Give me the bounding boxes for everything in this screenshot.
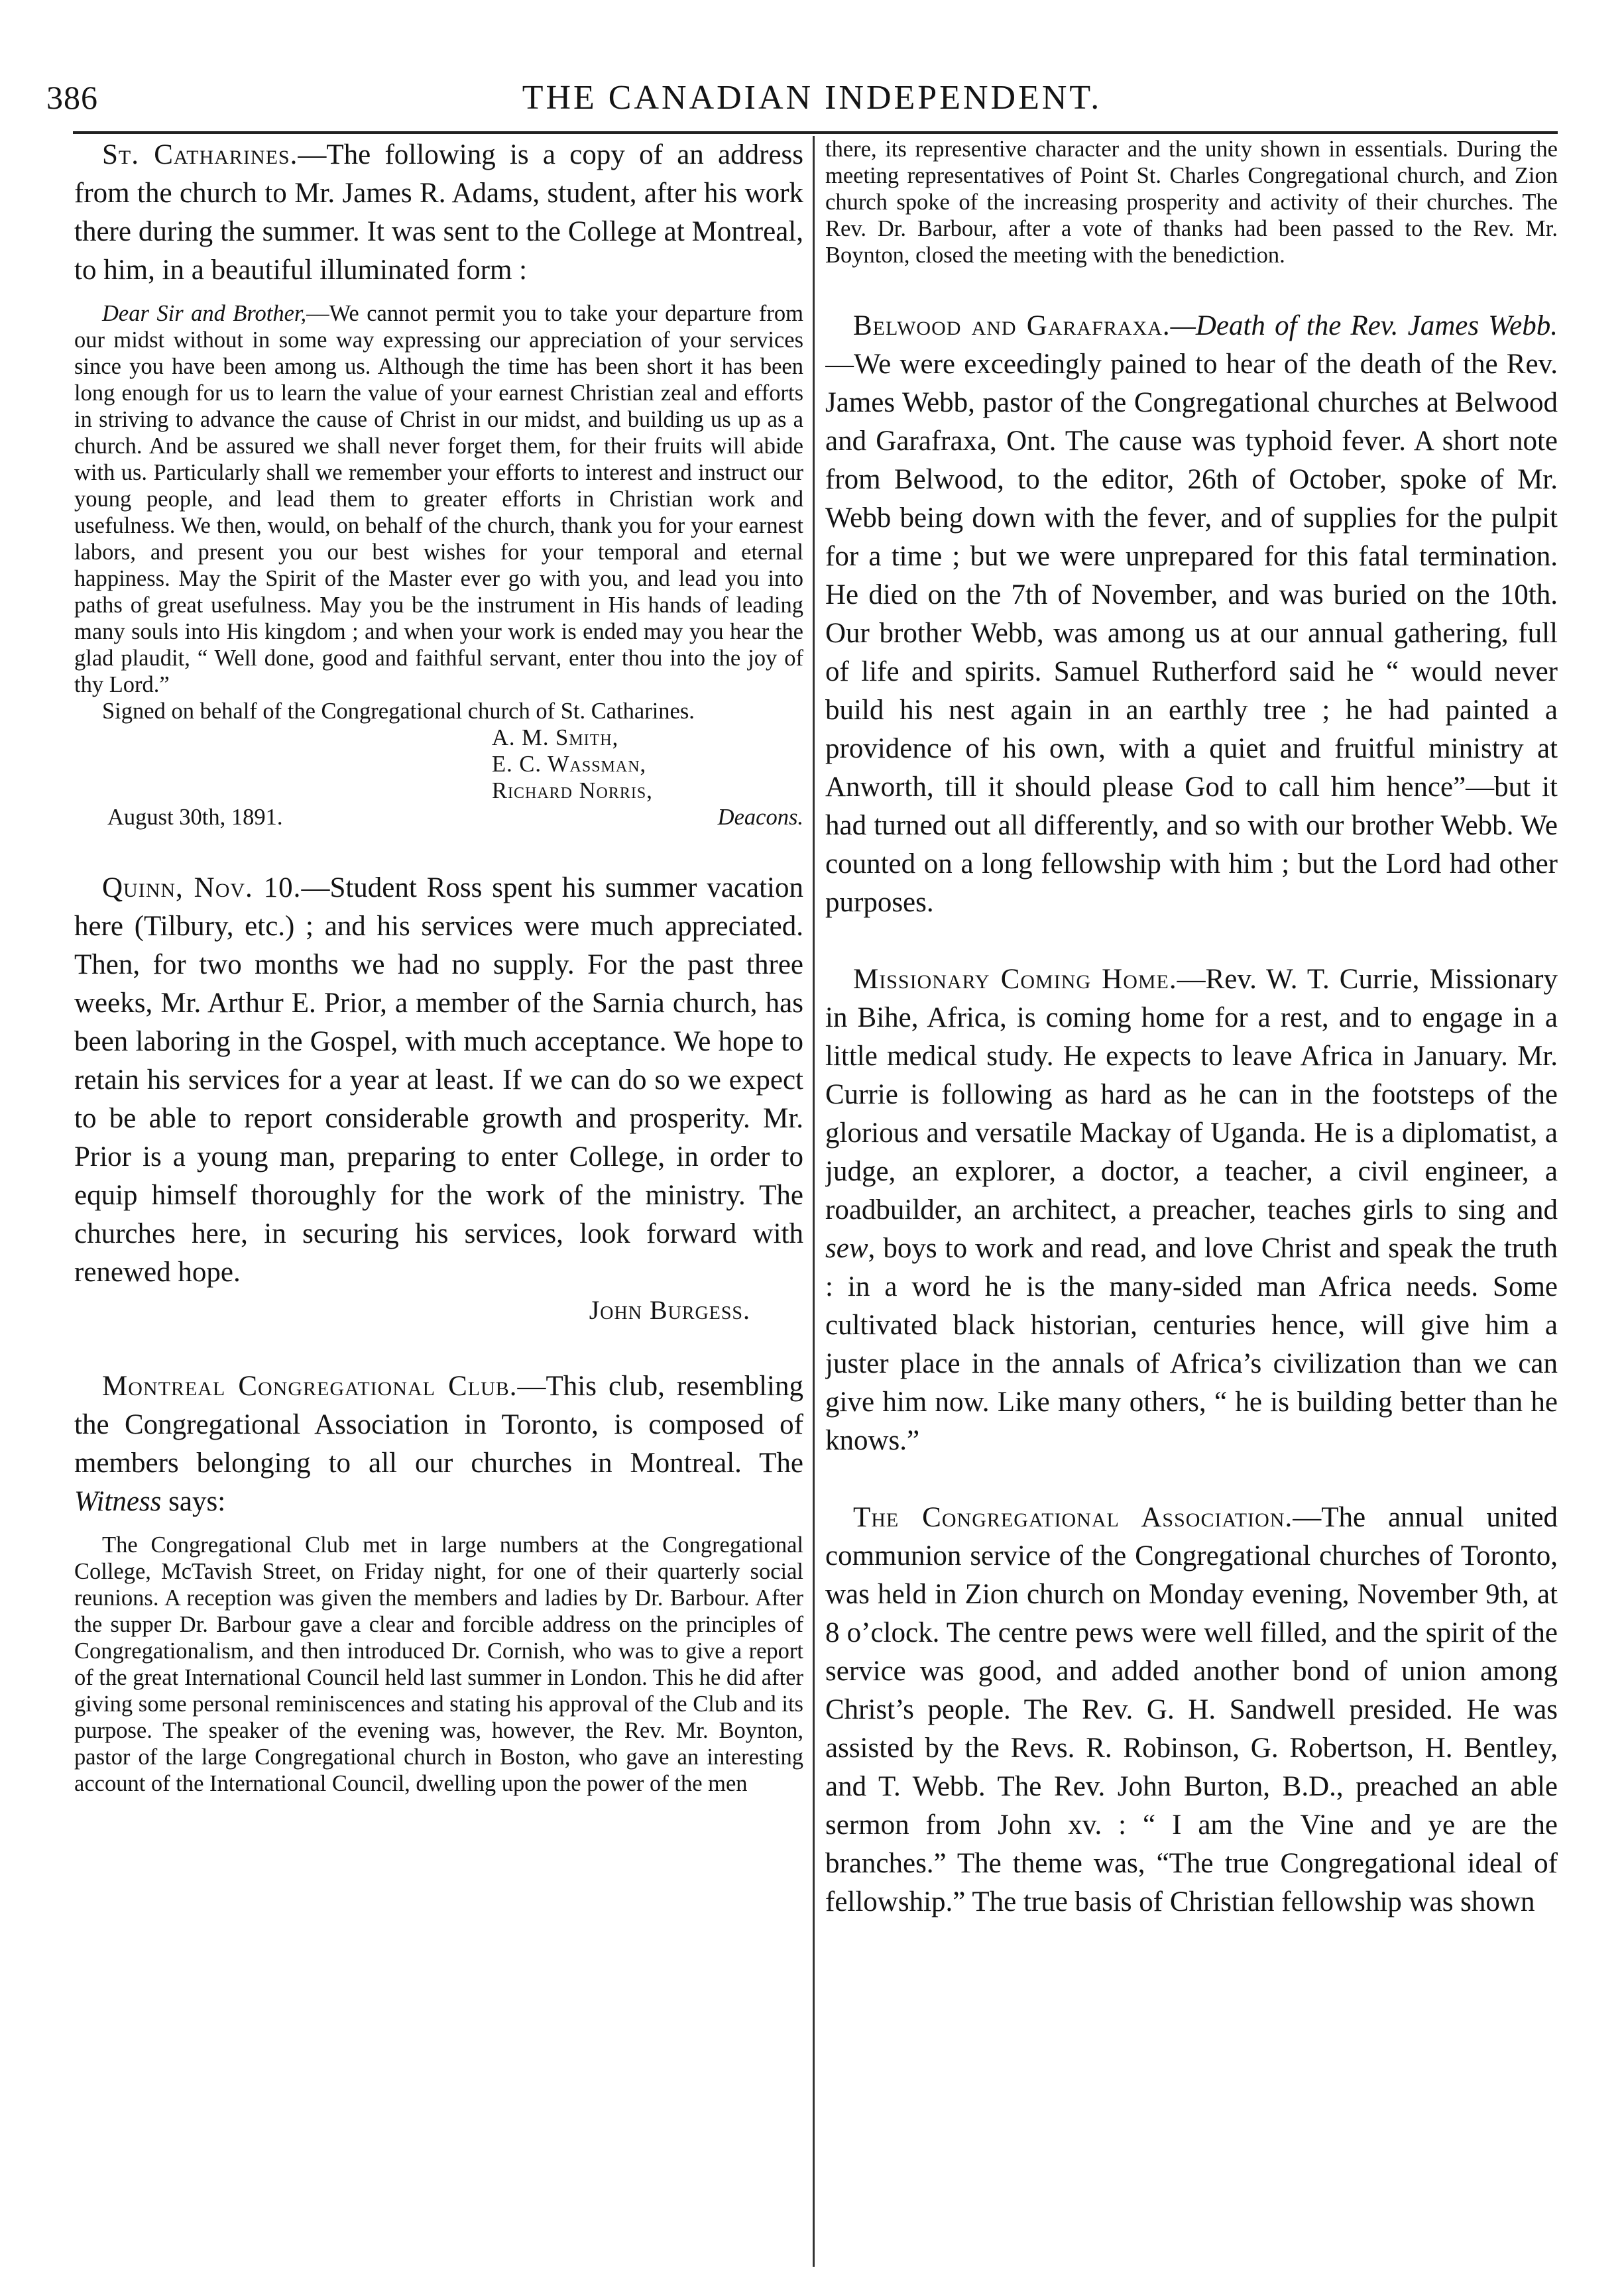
article-quinn [74, 869, 803, 1329]
journal-title: THE CANADIAN INDEPENDENT. [522, 79, 1102, 117]
article-belwood [825, 307, 1558, 922]
deacons-label: Deacons. [717, 805, 803, 830]
missionary-heading: Missionary Coming Home. [853, 964, 1177, 995]
association-body [825, 1499, 1558, 1921]
missionary-body [825, 960, 1558, 1460]
signatories [492, 724, 803, 804]
article-st-catharines [74, 136, 803, 830]
quinn-body [74, 869, 803, 1292]
signatory-smith: A. M. Smith, [492, 725, 619, 750]
signatory-norris: Richard Norris, [492, 778, 653, 803]
montreal-continuation: there, its representive character and the unity shown in essentials. During the meeting representatives of Point St. Charles Congregational church, and Zion church spoke of the increasing prosperity and activity of their churches. The Rev. Dr. Barbour, after a vote of thanks had been passed to the Rev. Mr. Boynton, closed the meeting with the benediction. [825, 137, 1558, 268]
signatory-wassman: E. C. Wassman, [492, 752, 647, 777]
st-catharines-heading: St. Catharines. [102, 139, 298, 170]
montreal-quote: The Congregational Club met in large numbers at the Congregational College, McTavish Street, on Friday night, for one of their quarterly social reunions. A reception was given the members and ladies by Dr. Barbour. After the supper Dr. Barbour gave a clear and forcible address on the principles of Congregationalism, and then introduced Dr. Cornish, who was to give a report of the great International Council held last summer in London. This he did after giving some personal reminiscences and stating his approval of the Club and its purpose. The speaker of the evening was, however, the Rev. Mr. Boynton, pastor of the large Congregational church in Boston, who gave an interesting account of the International Council, dwelling upon the power of the men [74, 1532, 803, 1796]
montreal-intro [74, 1367, 803, 1521]
missionary-text-a: —Rev. W. T. Currie, Missionary in Bihe, Africa, is coming home for a rest, and to engage in a little medical study. He expects to leave Africa in January. Mr. Currie is following as hard as he can in the footsteps of the glorious and versatile Mackay of Uganda. He is a diplomatist, a judge, an explorer, a doctor, a teacher, a civil engineer, a roadbuilder, an architect, a preacher, teaches girls to sing and [825, 964, 1558, 1226]
article-missionary [825, 960, 1558, 1460]
quinn-signature: John Burgess. [589, 1295, 750, 1325]
association-text: —The annual united communion service of the Congregational churches of Toronto, was held in Zion church on Monday evening, November 9th, at 8 o’clock. The centre pews were well filled, and the spirit of the service was good, and added another bond of union among Christ’s people. The Rev. G. H. Sandwell presided. He was assisted by the Revs. R. Robinson, G. Robertson, H. Bentley, and T. Webb. The Rev. John Burton, B.D., preached an able sermon from John xv. : “ I am the Vine and ye are the branches.” The theme was, “The true Congregational ideal of fellowship.” The true basis of Christian fellowship was shown [825, 1502, 1558, 1917]
belwood-text: —We were exceedingly pained to hear of the death of the Rev. James Webb, pastor of the Congregational churches at Belwood and Garafraxa, Ont. The cause was typhoid fever. A short note from Belwood, to the editor, 26th of October, spoke of Mr. Webb being down with the fever, and of supplies for the pulpit for a time ; but we were unprepared for this fatal termination. He died on the 7th of November, and was buried on the 10th. Our brother Webb, was among us at our annual gathering, full of life and spirits. Samuel Rutherford said he “ would never build his nest again in an earthly tree ; he had painted a providence of his own, with a quiet and fruitful ministry at Anworth, till it should please God to call him hence”—but it had turned out all differently, and so with our brother Webb. We counted on a long fellowship with him ; but the Lord had other purposes. [825, 349, 1558, 918]
association-heading: The Congregational Association. [853, 1502, 1293, 1533]
quinn-text: —Student Ross spent his summer vacation here (Tilbury, etc.) ; and his services were much appreciated. Then, for two months we had no supply. For the past three weeks, Mr. Arthur E. Prior, a member of the Sarnia church, has been laboring in the Gospel, with much acceptance. We hope to retain his services for a year at least. If we can do so we expect to be able to report considerable growth and prosperity. Mr. Prior is a young man, preparing to enter College, in order to equip himself thoroughly for the work of the ministry. The churches here, in securing his services, look forward with renewed hope. [74, 872, 803, 1288]
left-column [74, 136, 803, 2267]
page-number: 386 [46, 79, 98, 116]
st-catharines-intro [74, 136, 803, 290]
letter-salutation: Dear Sir and Brother, [102, 301, 307, 326]
missionary-text-b: , boys to work and read, and love Christ and speak the truth : in a word he is the many-sided man Africa needs. Some cultivated black historian, centuries hence, will give him a juster place in the annals of Africa’s civilization than we can give him now. Like many others, “ he is building better than he knows.” [825, 1233, 1558, 1456]
article-montreal-club [74, 1367, 803, 1797]
column-divider [813, 136, 815, 2267]
letter-date: August 30th, 1891. [107, 805, 283, 830]
belwood-body [825, 307, 1558, 922]
montreal-intro-b: says: [161, 1486, 226, 1517]
missionary-sew: sew [825, 1233, 868, 1264]
header-rule [73, 131, 1558, 134]
letter-date-line [107, 804, 803, 830]
article-association [825, 1499, 1558, 1921]
st-catharines-intro-text: —The following is a copy of an address from the church to Mr. James R. Adams, student, after his work there during the summer. It was sent to the College at Montreal, to him, in a beautiful illuminated form : [74, 139, 803, 286]
witness-title: Witness [74, 1486, 162, 1517]
belwood-subheading: —Death of the Rev. James Webb. [1170, 310, 1558, 341]
belwood-heading: Belwood and Garafraxa. [853, 310, 1171, 341]
page-header [46, 78, 1578, 125]
montreal-heading: Montreal Congregational Club. [102, 1371, 518, 1402]
quinn-heading: Quinn, Nov. 10. [102, 872, 302, 903]
st-catharines-signed: Signed on behalf of the Congregational church of St. Catharines. [102, 699, 695, 724]
right-column [825, 136, 1558, 2267]
montreal-intro-a: —This club, resembling the Congregational Association in Toronto, is composed of members belonging to all our churches in Montreal. The [74, 1371, 803, 1479]
letter-body: —We cannot permit you to take your departure from our midst without in some way expressing our appreciation of your services since you have been among us. Although the time has been short it has been long enough for us to learn the value of your earnest Christian zeal and efforts in striving to advance the cause of Christ in our midst, and building us up as a church. And be assured we shall never forget them, for their fruits will abide with us. Particularly shall we remember your efforts to interest and instruct our young people, and lead them to greater efforts in Christian work and usefulness. We then, would, on behalf of the church, thank you for your earnest labors, and present you our best wishes for your temporal and eternal happiness. May the Spirit of the Master ever go with you, and lead you into paths of great usefulness. May you be the instrument in His hands of leading many souls into His kingdom ; and when your work is ended may you hear the glad plaudit, “ Well done, good and faithful servant, enter thou into the joy of thy Lord.” [74, 301, 803, 697]
st-catharines-letter [74, 300, 803, 698]
